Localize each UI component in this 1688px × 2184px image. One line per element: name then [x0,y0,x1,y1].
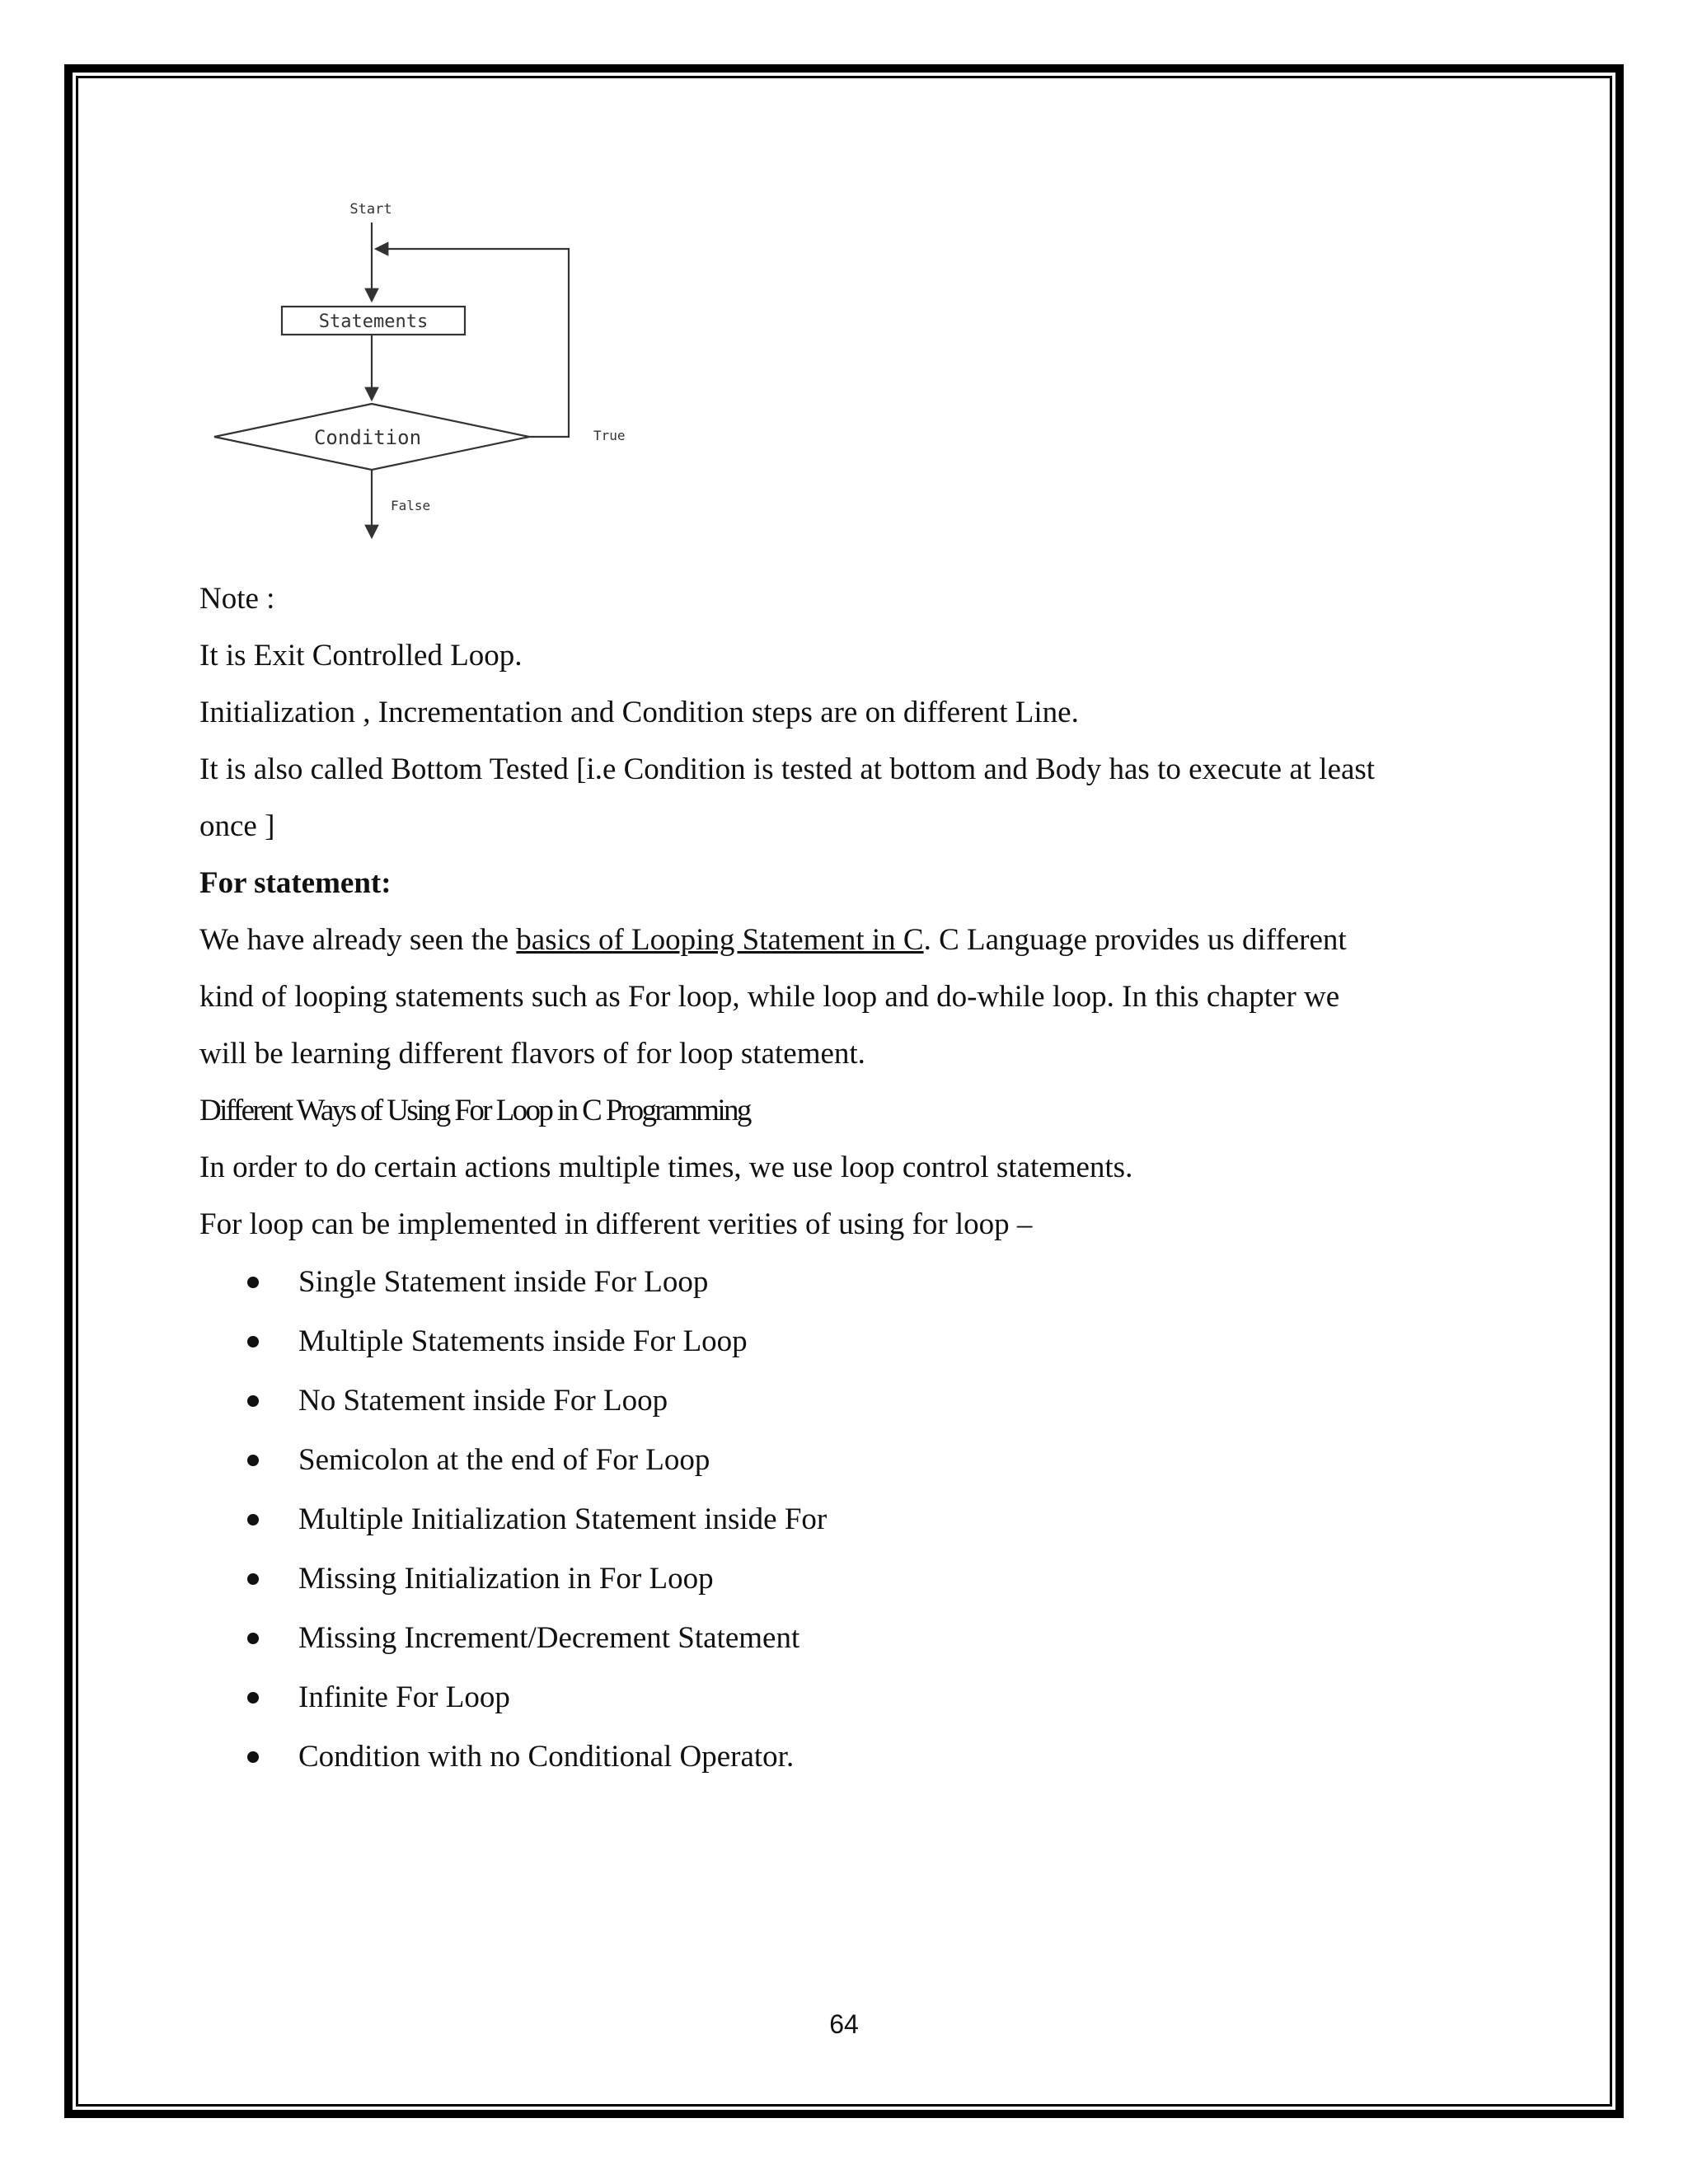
bullet-icon [247,1455,259,1466]
bullet-icon [247,1514,259,1526]
bullet-icon [247,1336,259,1347]
intro-text-before-link: We have already seen the [199,923,517,957]
page-number: 64 [829,2009,859,2039]
list-item [199,1371,1518,1431]
for-intro-line [199,912,1518,968]
for-loop-subheading: Different Ways of Using For Loop in C Programming [199,1094,750,1127]
list-item [199,1727,1518,1787]
flowchart-false-label: False [391,498,431,513]
for-intro-line: kind of looping statements such as For loop, while loop and do-while loop. In this chapter we [199,980,1340,1014]
for-intro-line: will be learning different flavors of for loop statement. [199,1037,865,1071]
for-paragraph: In order to do certain actions multiple times, we use loop control statements. [199,1151,1133,1184]
list-item [199,1312,1518,1371]
flowchart-condition-label: Condition [313,426,422,449]
note-heading: Note : [199,582,275,616]
flowchart-statements-label: Statements [318,312,429,332]
list-item-text: No Statement inside For Loop [298,1384,668,1418]
list-item [199,1668,1518,1727]
bullet-icon [247,1751,259,1763]
list-item-text: Multiple Initialization Statement inside For [298,1502,828,1536]
list-item-text: Multiple Statements inside For Loop [298,1324,748,1358]
list-item [199,1253,1518,1312]
flowchart-true-label: True [593,428,626,443]
bullet-icon [247,1633,259,1644]
list-item [199,1609,1518,1668]
for-paragraph: For loop can be implemented in different verities of using for loop – [199,1207,1033,1241]
bullet-icon [247,1573,259,1585]
do-while-flowchart [206,190,668,552]
flowchart-start-label: Start [349,201,392,218]
bullet-icon [247,1395,259,1407]
list-item-text: Infinite For Loop [298,1680,510,1714]
note-line: once ] [199,809,275,843]
list-item-text: Condition with no Conditional Operator. [298,1740,795,1774]
note-line: It is also called Bottom Tested [i.e Condition is tested at bottom and Body has to execute at least [199,752,1376,786]
looping-basics-link[interactable]: basics of Looping Statement in C [516,923,924,957]
note-line: It is Exit Controlled Loop. [199,639,523,673]
list-item-text: Single Statement inside For Loop [298,1265,709,1299]
list-item-text: Missing Initialization in For Loop [298,1562,714,1596]
list-item [199,1490,1518,1549]
page-content [199,570,1518,1787]
for-loop-variants-list [199,1253,1518,1787]
bullet-icon [247,1277,259,1288]
note-line: Initialization , Incrementation and Condition steps are on different Line. [199,696,1079,729]
list-item [199,1549,1518,1609]
for-statement-heading: For statement: [199,866,392,900]
bullet-icon [247,1692,259,1704]
intro-text-after-link: . C Language provides us different [923,923,1347,957]
list-item [199,1431,1518,1490]
list-item-text: Missing Increment/Decrement Statement [298,1621,800,1655]
true-loop-back-arrow [376,249,569,437]
list-item-text: Semicolon at the end of For Loop [298,1443,710,1477]
